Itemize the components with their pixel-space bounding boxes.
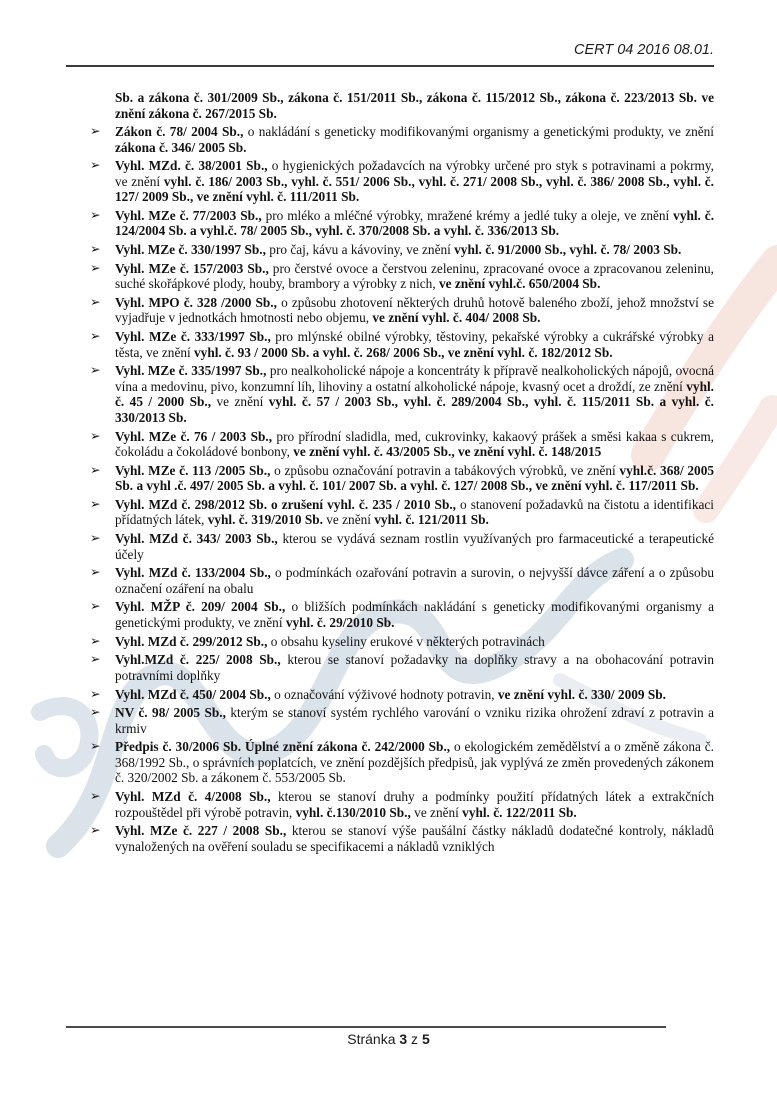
document-body (90, 90, 714, 857)
text-segment: Vyhl. MZe č. 227 / 2008 Sb., (115, 823, 287, 839)
text-segment: 3 (399, 1031, 408, 1047)
list-item-text (115, 789, 714, 820)
list-item-text (115, 429, 714, 460)
regulation-list-item (90, 295, 714, 326)
list-item-text (115, 295, 714, 326)
text-segment: 5 (421, 1031, 430, 1047)
text-segment: pro čerstvé ovoce a čerstvou zeleninu, zpracované ovoce a zpracovanou zeleninu, suché skořápkové plody, houby, brambory a výrobky z nich, (115, 260, 714, 292)
bullet-arrow-icon: ➢ (90, 496, 101, 511)
text-segment: vyhl.č. 368/ 2005 Sb. a vyhl .č. 497/ 2005 Sb. a vyhl. č. 101/ 2007 Sb. a vyhl. č. 127/ 2008 Sb., ve znění vyhl. č. 117/2011 Sb. (115, 462, 714, 494)
text-segment: o způsobu označování potravin a tabákových výrobků, ve znění (270, 462, 620, 478)
list-item-text (115, 739, 714, 785)
text-segment: vyhl. č.130/2010 Sb., (295, 804, 411, 820)
text-segment: kterým se stanoví systém rychlého varování o vzniku rizika ohrožení zdraví z potravin a krmiv (115, 705, 714, 736)
text-segment: pro mléko a mléčné výrobky, mražené krémy a jedlé tuky a oleje, ve znění (261, 207, 674, 223)
bullet-arrow-icon: ➢ (90, 739, 101, 754)
bullet-arrow-icon: ➢ (90, 242, 101, 257)
text-segment: Vyhl. MZe č. 113 /2005 Sb., (115, 462, 271, 478)
text-segment: Vyhl. MZe č. 330/1997 Sb., (115, 242, 266, 258)
text-segment: Vyhl. MZd č. 4/2008 Sb., (115, 789, 271, 805)
text-segment: o stanovení požadavků na čistotu a identifikaci přídatných látek, (115, 496, 714, 528)
bullet-arrow-icon: ➢ (90, 565, 101, 580)
bullet-arrow-icon: ➢ (90, 531, 101, 546)
text-segment: vyhl. č. 57 / 2003 Sb., vyhl. č. 289/2004 Sb., vyhl. č. 115/2011 Sb. a vyhl. č. 330/2013 Sb. (115, 394, 714, 425)
bullet-arrow-icon: ➢ (90, 823, 101, 838)
text-segment: Vyhl. MZe č. 77/2003 Sb., (115, 207, 262, 223)
text-segment: pro mlýnské obilné výrobky, těstoviny, pekařské výrobky a cukrářské výrobky a těsta, ve znění (115, 329, 714, 360)
regulation-list-item (90, 329, 714, 360)
text-segment: NV č. 98/ 2005 Sb., (115, 705, 226, 721)
text-segment: Vyhl. MZe č. 157/2003 Sb., (115, 260, 269, 276)
text-segment: pro přírodní sladidla, med, cukrovinky, kakaový prášek a směsi kakaa s cukrem, čokoládu a čokoládové bonbony, (115, 428, 714, 459)
watermark-pink-stroke-2 (706, 408, 772, 510)
regulation-list-item (90, 363, 714, 425)
regulation-list-item (90, 242, 714, 258)
bullet-arrow-icon: ➢ (90, 294, 101, 309)
regulation-list-item (90, 463, 714, 494)
text-segment: Vyhl. MZe č. 335/1997 Sb., (115, 363, 267, 379)
regulation-list (90, 124, 714, 854)
text-segment: o ekologickém zemědělství a o změně zákona č. 368/1992 Sb., o správních poplatcích, ve znění pozdějších předpisů, jak vyplývá ze změn provedených zákonem č. 320/2002 Sb. a zákonem č. 553/2005 Sb. (115, 739, 714, 786)
regulation-list-item (90, 158, 714, 205)
list-item-text (115, 599, 714, 630)
bullet-arrow-icon: ➢ (90, 599, 101, 614)
list-item-text (115, 705, 714, 736)
text-segment: vyhl. č. 45 / 2000 Sb., (115, 378, 714, 410)
text-segment: kterou se stanoví druhy a podmínky použití přídatných látek a extrakčních rozpouštědel při výrobě potravin, (115, 789, 714, 820)
text-segment: Sb. a zákona č. 301/2009 Sb., zákona č. 151/2011 Sb., zákona č. 115/2012 Sb., zákona č. 223/2013 Sb. ve znění zákona č. 267/2015 Sb. (115, 90, 714, 121)
text-segment: o podmínkách ozařování potravin a surovin, o nejvyšší dávce záření a o způsobu označení ozáření na obalu (115, 565, 715, 596)
text-segment: ve znění vyhl.č. 650/2004 Sb. (438, 276, 601, 292)
text-segment: o obsahu kyseliny erukové v některých potravinách (267, 633, 545, 649)
text-segment: kterou se stanoví požadavky na doplňky stravy a na obohacování potravin potravními doplňky (115, 652, 715, 683)
regulation-list-item (90, 497, 714, 528)
text-segment: Vyhl.MZd č. 225/ 2008 Sb., (115, 652, 281, 668)
bullet-arrow-icon: ➢ (90, 124, 101, 138)
list-item-text (115, 634, 545, 649)
text-segment: o způsobu zhotovení některých druhů hotově baleného zboží, jehož množství se vyjadřuje v jednotkách hmotnosti nebo objemu, (115, 294, 715, 326)
regulation-list-item (90, 687, 714, 703)
text-segment: Vyhl. MZd č. 299/2012 Sb., (115, 633, 268, 649)
regulation-list-item (90, 599, 714, 630)
text-segment: vyhl. č. 29/2010 Sb. (285, 614, 395, 630)
text-segment: vyhl. č. 319/2010 Sb. (207, 512, 323, 528)
header-rule (66, 65, 714, 67)
text-segment: Stránka (347, 1031, 400, 1047)
list-item-text (115, 208, 714, 239)
regulation-list-item (90, 789, 714, 820)
bullet-arrow-icon: ➢ (90, 428, 101, 443)
text-segment: vyhl. č. 122/2011 Sb. (462, 804, 577, 820)
regulation-list-item (90, 652, 714, 683)
bullet-arrow-icon: ➢ (90, 705, 101, 720)
list-item-text (115, 329, 714, 360)
text-segment: Vyhl. MZd č. 133/2004 Sb., (115, 565, 271, 581)
header-document-code: CERT 04 2016 08.01. (574, 42, 714, 58)
text-segment: Vyhl. MPO č. 328 /2000 Sb., (115, 294, 277, 310)
text-segment: o označování výživové hodnoty potravin, (270, 686, 498, 702)
text-segment: Zákon č. 78/ 2004 Sb., (115, 124, 244, 139)
regulation-list-item (90, 705, 714, 736)
text-segment: ve znění vyhl. č. 404/ 2008 Sb. (372, 310, 541, 326)
text-segment: o bližších podmínkách nakládání s geneticky modifikovanými organismy a genetickými produkty, ve znění (115, 599, 714, 630)
list-item-text (115, 124, 714, 155)
bullet-arrow-icon: ➢ (90, 207, 101, 222)
bullet-arrow-icon: ➢ (90, 686, 101, 701)
list-item-text (115, 242, 681, 257)
text-segment: pro nealkoholické nápoje a koncentráty k přípravě nealkoholických nápojů, ovocná vína a medovinu, pivo, konzumní líh, lihoviny a ostatní alkoholické nápoje, kvasný ocet a droždí, ze znění (115, 363, 714, 394)
text-segment: vyhl. č. 121/2011 Sb. (374, 512, 489, 528)
text-segment: o hygienických požadavcích na výrobky určené pro styk s potravinami a pokrmy, ve znění (115, 158, 714, 189)
text-segment: vyhl. č. 186/ 2003 Sb., vyhl. č. 551/ 2006 Sb., vyhl. č. 271/ 2008 Sb., vyhl. č. 386/ 2008 Sb., vyhl. č. 127/ 2009 Sb., ve znění vyhl. č. 111/2011 Sb. (115, 173, 714, 205)
text-segment: Vyhl. MZe č. 76 / 2003 Sb., (115, 428, 273, 444)
text-segment: ve znění (410, 804, 463, 820)
bullet-arrow-icon: ➢ (90, 462, 101, 477)
bullet-arrow-icon: ➢ (90, 633, 101, 648)
regulation-list-item (90, 565, 714, 596)
list-item-text (115, 565, 714, 596)
list-item-text (115, 363, 714, 425)
text-segment: kterou se vydává seznam rostlin využívaných pro farmaceutické a terapeutické účely (115, 531, 714, 562)
text-segment: ve znění (322, 512, 375, 528)
text-segment: ve znění vyhl. č. 43/2005 Sb., ve znění vyhl. č. 148/2015 (293, 444, 602, 459)
regulation-list-item (90, 634, 714, 650)
list-item-text (115, 823, 714, 854)
list-item-text (115, 158, 714, 204)
text-segment: vyhl. č. 93 / 2000 Sb. a vyhl. č. 268/ 2006 Sb., ve znění vyhl. č. 182/2012 Sb. (194, 344, 613, 360)
regulation-list-item (90, 823, 714, 854)
regulation-list-item (90, 124, 714, 155)
regulation-list-item (90, 531, 714, 562)
list-item-text (115, 652, 714, 683)
text-segment: kterou se stanoví výše paušální částky nákladů dodatečné kontroly, nákladů vynaložených na ověření souladu se specifikacemi a nákladů vzniklých (115, 823, 715, 854)
text-segment: ve znění vyhl. č. 330/ 2009 Sb. (497, 686, 666, 702)
text-segment: vyhl. č. 91/2000 Sb., vyhl. č. 78/ 2003 Sb. (454, 242, 682, 258)
regulation-list-item (90, 739, 714, 786)
bullet-arrow-icon: ➢ (90, 789, 101, 804)
intro-paragraph (115, 90, 714, 121)
text-segment: o nakládání s geneticky modifikovanými organismy a genetickými produkty, ve znění (243, 124, 714, 139)
list-item-text (115, 261, 714, 292)
text-segment: pro čaj, kávu a kávoviny, ve znění (265, 242, 455, 258)
bullet-arrow-icon: ➢ (90, 329, 101, 344)
list-item-text (115, 687, 666, 702)
list-item-text (115, 463, 714, 494)
footer-rule (66, 1026, 666, 1028)
page-number (0, 1031, 777, 1047)
text-segment: Vyhl. MZd č. 343/ 2003 Sb., (115, 531, 278, 547)
text-segment: Vyhl. MZe č. 333/1997 Sb., (115, 329, 271, 345)
text-segment: Vyhl. MZd č. 450/ 2004 Sb., (115, 686, 271, 702)
regulation-list-item (90, 261, 714, 292)
text-segment: zákona č. 346/ 2005 Sb. (115, 139, 247, 155)
regulation-list-item (90, 429, 714, 460)
text-segment: z (407, 1031, 422, 1047)
text-segment: Vyhl. MŽP č. 209/ 2004 Sb., (115, 599, 286, 615)
text-segment: Předpis č. 30/2006 Sb. Úplné znění zákona č. 242/2000 Sb., (115, 739, 451, 755)
text-segment: vyhl. č. 124/2004 Sb. a vyhl.č. 78/ 2005 Sb., vyhl. č. 370/2008 Sb. a vyhl. č. 336/2013 Sb. (115, 207, 715, 239)
list-item-text (115, 497, 714, 528)
bullet-arrow-icon: ➢ (90, 260, 101, 275)
watermark-blue-loop (40, 706, 89, 768)
text-segment: Vyhl. MZd č. 298/2012 Sb. o zrušení vyhl. č. 235 / 2010 Sb., (115, 496, 456, 512)
bullet-arrow-icon: ➢ (90, 652, 101, 667)
list-item-text (115, 531, 714, 562)
bullet-arrow-icon: ➢ (90, 158, 101, 173)
bullet-arrow-icon: ➢ (90, 363, 101, 378)
regulation-list-item (90, 208, 714, 239)
text-segment: Vyhl. MZd. č. 38/2001 Sb., (115, 158, 268, 174)
text-segment: ve znění (211, 394, 269, 410)
